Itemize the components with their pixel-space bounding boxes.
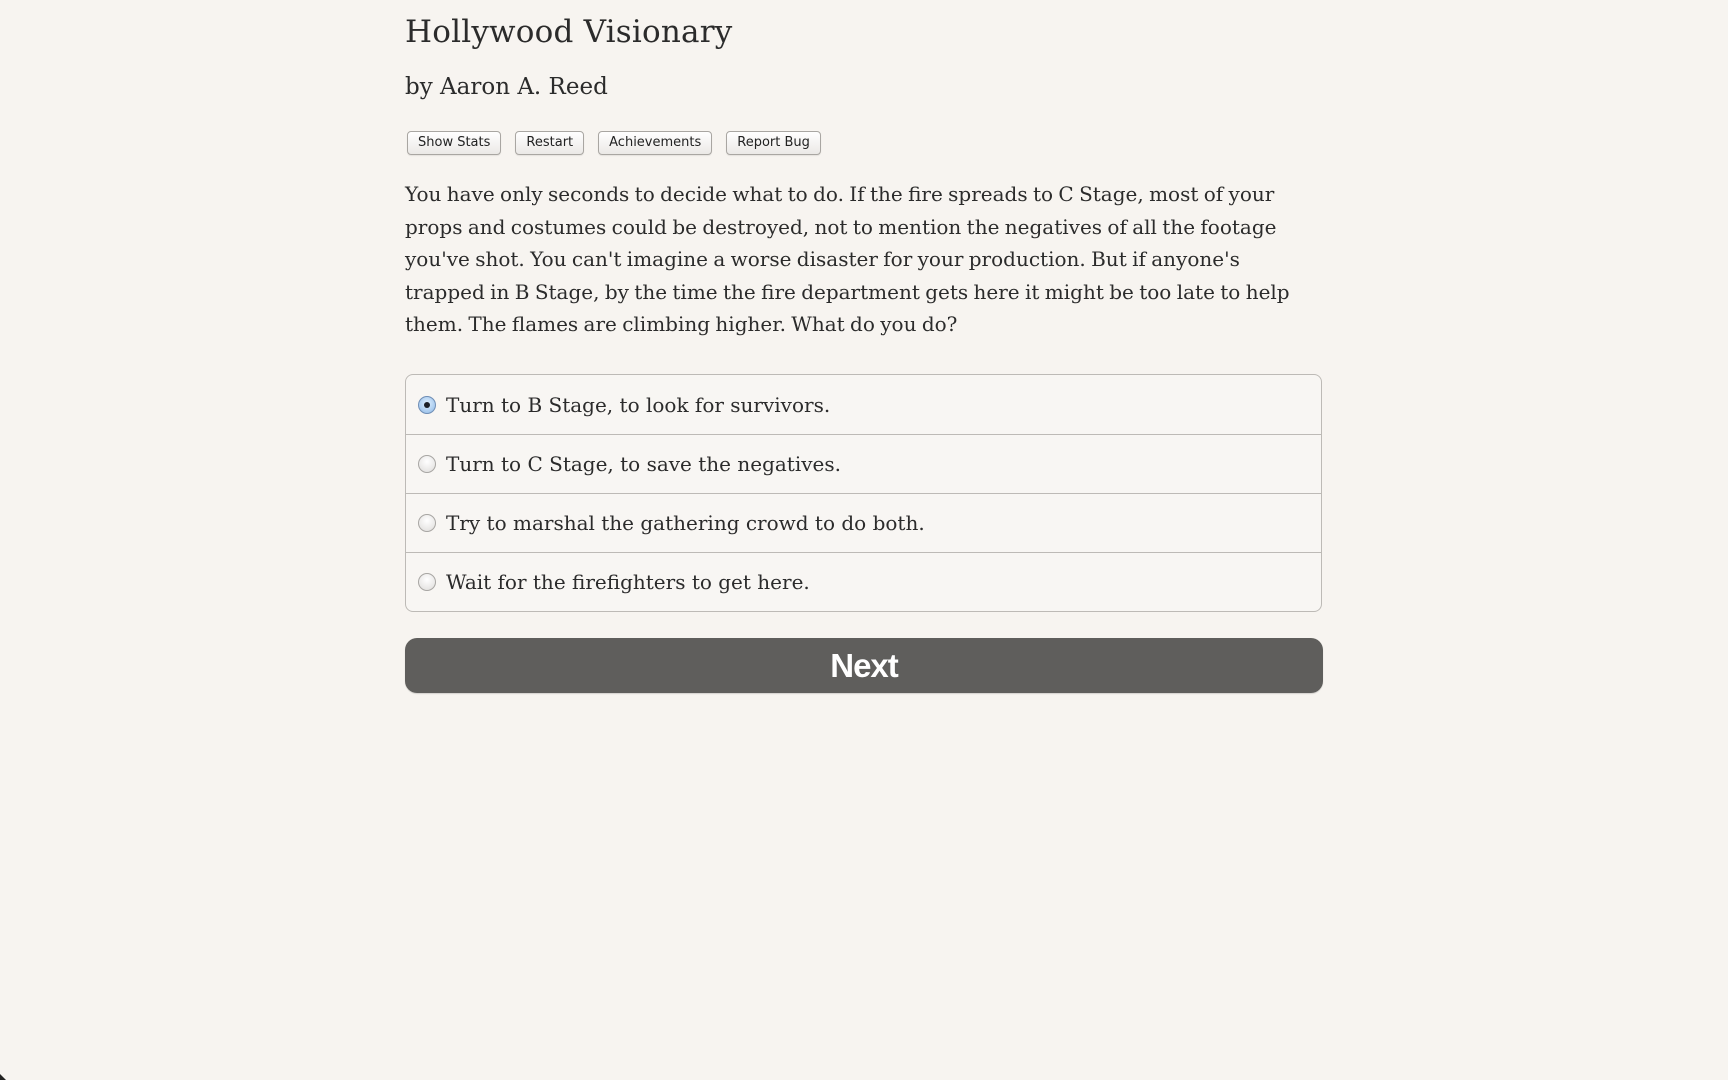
choice-option[interactable] — [406, 434, 1321, 493]
story-passage: You have only seconds to decide what to do. If the fire spreads to C Stage, most of your props and costumes could be destroyed, not to mention the negatives of all the footage you've shot. You can't imagine a worse disaster for your production. But if anyone's trapped in B Stage, by the time the fire department gets here it might be too late to help them. The flames are climbing higher. What do you do? — [405, 182, 1290, 336]
next-button[interactable]: Next — [405, 638, 1323, 693]
choice-label: Wait for the firefighters to get here. — [446, 570, 810, 594]
choice-option[interactable] — [406, 375, 1321, 434]
choice-label: Turn to B Stage, to look for survivors. — [446, 392, 831, 417]
choice-option[interactable] — [406, 552, 1321, 611]
choice-label: Turn to C Stage, to save the negatives. — [446, 452, 841, 476]
author-byline: by Aaron A. Reed — [405, 74, 608, 100]
report-bug-button[interactable]: Report Bug — [726, 131, 821, 155]
show-stats-button[interactable]: Show Stats — [407, 131, 501, 155]
radio-selected-icon[interactable] — [418, 396, 436, 414]
radio-unselected-icon[interactable] — [418, 573, 436, 591]
choice-label: Try to marshal the gathering crowd to do both. — [446, 511, 925, 535]
radio-unselected-icon[interactable] — [418, 455, 436, 473]
choice-list — [405, 374, 1322, 612]
choice-option[interactable] — [406, 493, 1321, 552]
restart-button[interactable]: Restart — [515, 131, 584, 155]
game-title: Hollywood Visionary — [405, 14, 733, 50]
achievements-button[interactable]: Achievements — [598, 131, 712, 155]
toolbar — [407, 131, 821, 155]
radio-unselected-icon[interactable] — [418, 514, 436, 532]
window-corner-artifact — [0, 1074, 6, 1080]
